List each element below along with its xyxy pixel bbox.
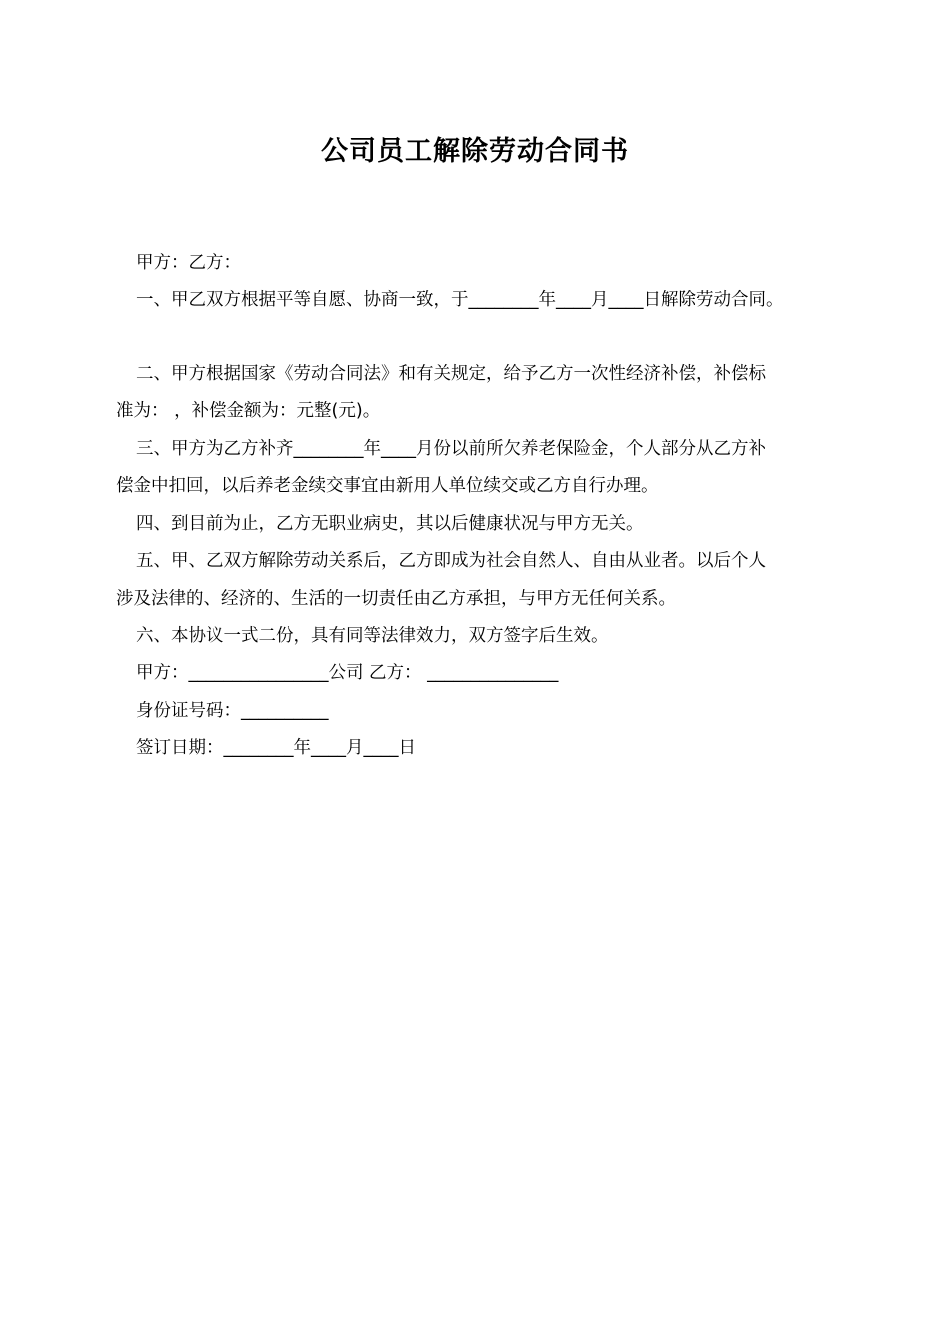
clause-3-line-2: 偿金中扣回，以后养老金续交事宜由新用人单位续交或乙方自行办理。 <box>116 476 659 496</box>
document-title: 公司员工解除劳动合同书 <box>321 136 629 167</box>
clause-5-line-2: 涉及法律的、经济的、生活的一切责任由乙方承担，与甲方无任何关系。 <box>116 589 676 609</box>
clause-2-line-2: 准为： ，补偿金额为：元整(元)。 <box>116 401 381 421</box>
signature-line: 甲方：________________公司 乙方： _______________ <box>136 663 559 683</box>
clause-1: 一、甲乙双方根据平等自愿、协商一致，于________年____月____日解除劳动合同。 <box>136 290 784 310</box>
clause-2-line-1: 二、甲方根据国家《劳动合同法》和有关规定，给予乙方一次性经济补偿，补偿标 <box>136 364 766 384</box>
clause-5-line-1: 五、甲、乙双方解除劳动关系后，乙方即成为社会自然人、自由从业者。以后个人 <box>136 551 766 571</box>
sign-date-line: 签订日期：________年____月____日 <box>136 738 416 758</box>
clause-4: 四、到目前为止，乙方无职业病史，其以后健康状况与甲方无关。 <box>136 514 644 534</box>
id-number-line: 身份证号码：__________ <box>136 701 329 721</box>
clause-6: 六、本协议一式二份，具有同等法律效力，双方签字后生效。 <box>136 626 609 646</box>
clause-3-line-1: 三、甲方为乙方补齐________年____月份以前所欠养老保险金，个人部分从乙方补 <box>136 439 766 459</box>
parties-line: 甲方：乙方： <box>136 253 241 273</box>
